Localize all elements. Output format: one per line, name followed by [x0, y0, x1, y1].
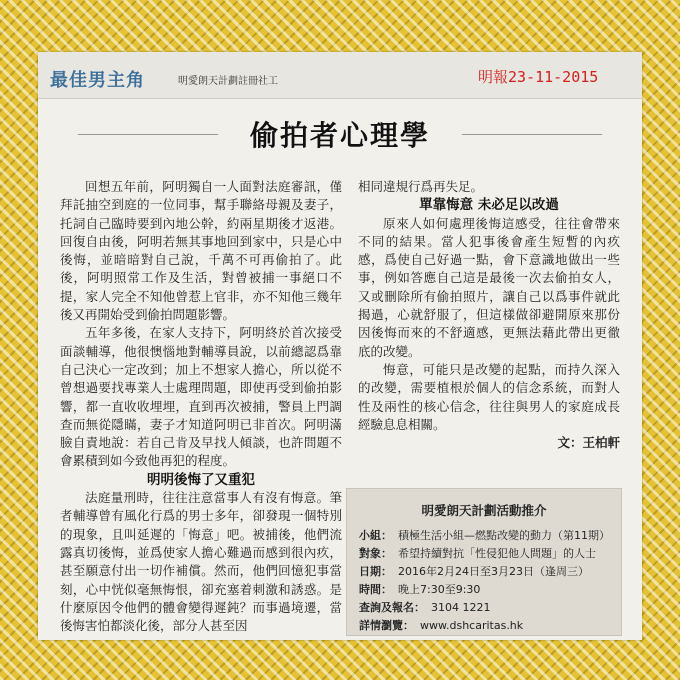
info-label: 查詢及報名 ： — [359, 601, 425, 614]
headline-rule-right — [462, 134, 602, 135]
info-value: 希望持續對抗「性侵犯他人問題」的人士 — [398, 547, 596, 560]
right-column — [358, 178, 620, 452]
byline: 明愛朗天計劃註冊社工 — [178, 76, 278, 87]
article-title: 偷拍者心理學 — [249, 119, 430, 152]
activity-info-box — [346, 488, 622, 636]
info-value: www.dshcaritas.hk — [420, 619, 524, 632]
info-label: 詳情瀏覽 ： — [359, 619, 414, 632]
paragraph: 悔意，可能只是改變的起點，而持久深入的改變，需要植根於個人的信念系統，而對人性及兩性的核心信念，往往與男人的家庭成長經驗息息相關。 — [358, 361, 620, 432]
info-row — [347, 581, 621, 599]
source-date-stamp: 明報23-11-2015 — [478, 68, 599, 86]
section-title: 最佳男主角 — [50, 70, 145, 91]
info-row — [347, 527, 621, 545]
paragraph: 回想五年前，阿明獨自一人面對法庭審訊，僅拜託抽空到庭的一位同事，幫手聯絡母親及妻子，托詞自己臨時要到內地公幹，約兩星期後才返港。回復自由後，阿明若無其事地回到家中，只是心中後悔，並暗暗對自己說，千萬不可再偷拍了。此後，阿明照常工作及生活，對曾被捕一事絕口不提，家人完全不知他曾惹上官非，亦不知他三幾年後又再開始受到偷拍問題影響。 — [60, 179, 342, 323]
headline-row — [38, 112, 642, 158]
paragraph-continued: 相同違規行爲再失足。 — [358, 179, 484, 194]
left-column — [60, 178, 342, 635]
author-credit: 文：王柏軒 — [557, 435, 620, 451]
info-value: 積極生活小組—燃點改變的動力（第11期） — [398, 529, 610, 542]
info-label: 對象 ： — [359, 547, 392, 560]
subheading: 明明後悔了又重犯 — [147, 471, 255, 488]
column-header — [38, 52, 642, 99]
info-row — [347, 545, 621, 563]
paragraph: 法庭量刑時，往往注意當事人有沒有悔意。筆者輔導曾有風化行爲的男士多年，卻發現一個特別的現象，且叫延遲的「悔意」吧。被捕後，他們流露真切後悔，並爲使家人擔心難過而感到很內疚，甚至願意付出一切作補償。然而，他們回憶犯事當刻，心中恍似毫無悔恨，卻充塞着刺激和誘惑。是什麼原因令他們的體會變得遲鈍？而事過境遷，當後悔害怕都淡化後，部分人甚至因 — [60, 490, 342, 634]
info-label: 日期 ： — [359, 565, 392, 578]
info-value: 3104 1221 — [431, 601, 491, 614]
info-label: 時間 ： — [359, 583, 392, 596]
info-label: 小組 ： — [359, 529, 392, 542]
info-value: 晚上7:30至9:30 — [398, 583, 481, 596]
info-row — [347, 563, 621, 581]
info-row — [347, 599, 621, 617]
newspaper-clipping — [38, 52, 642, 640]
info-value: 2016年2月24日至3月23日（逢周三） — [398, 565, 589, 578]
paragraph: 原來人如何處理後悔這感受，往往會帶來不同的結果。當人犯事後會產生短暫的內疚感，爲使自己好過一點，會下意識地做出一些事，例如答應自己這是最後一次去偷拍女人，又或刪除所有偷拍照片，讓自己以爲事件就此揭過，心就舒服了，但這樣做卻避開原來那份因後悔而來的不舒適感，更無法藉此帶出更徹底的改變。 — [358, 215, 620, 359]
paragraph: 五年多後，在家人支持下，阿明終於首次接受面談輔導，他很懊惱地對輔導員說，以前總認爲靠自己決心一定改到；加上不想家人擔心，所以從不曾想過要找專業人士處理問題，即使再受到偷拍影響，都一直收收埋埋，直到再次被捕，警員上門調查而無從隱瞞，妻子才知道阿明已非首次。阿明滿臉自責地說：若自己肯及早找人傾談，也許問題不會累積到如今致他再犯的程度。 — [60, 325, 342, 469]
info-row — [347, 617, 621, 635]
subheading: 單靠悔意 未必足以改過 — [419, 197, 559, 214]
info-box-title: 明愛朗天計劃活動推介 — [421, 503, 547, 518]
